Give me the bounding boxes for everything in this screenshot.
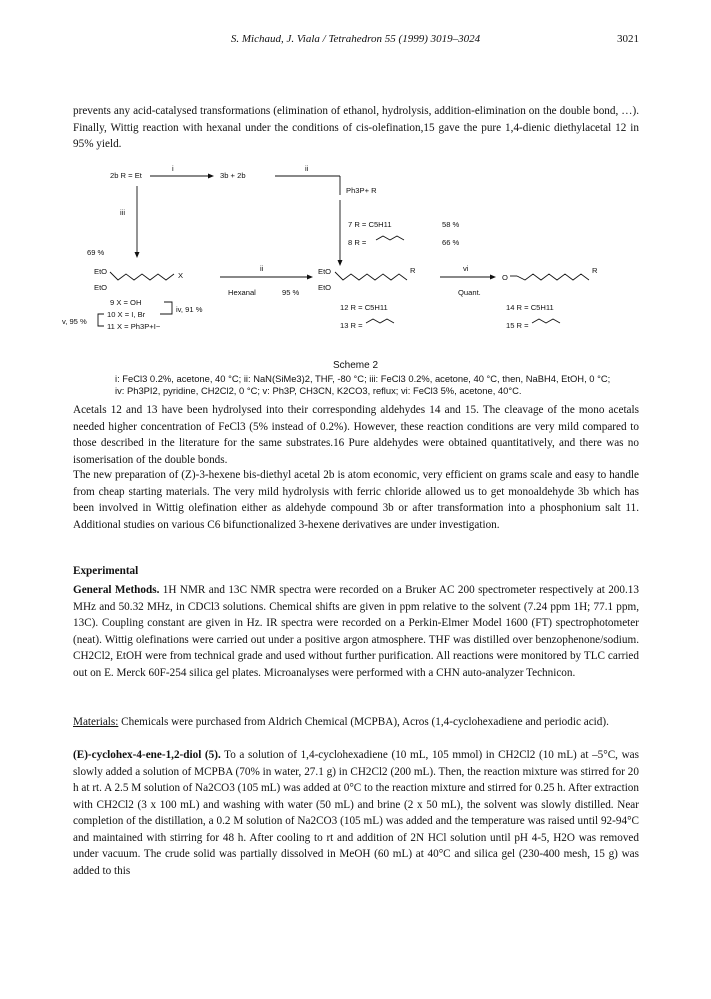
compound-11: 11 X = Ph3P+I− bbox=[107, 322, 161, 331]
experimental-heading: Experimental bbox=[73, 565, 139, 577]
arrow-right-vertical-head bbox=[338, 260, 343, 266]
yield-95: 95 % bbox=[282, 288, 300, 297]
general-methods-paragraph bbox=[73, 582, 639, 681]
row-7-yield: 58 % bbox=[442, 220, 460, 229]
acetal-left-top: EtO bbox=[94, 267, 108, 276]
bracket-v bbox=[98, 314, 104, 326]
diol-procedure-paragraph bbox=[73, 747, 639, 879]
arrow-i-head bbox=[208, 174, 214, 179]
acetal-mid-bottom: EtO bbox=[318, 283, 332, 292]
scheme-intermediate: 3b + 2b bbox=[220, 171, 246, 180]
intro-paragraph: prevents any acid-catalysed transformations (elimination of ethanol, hydrolysis, addition-elimination on the double bond, …). Finally, Wittig reaction with hexanal under the conditions of cis-olefination,15 gave the pure 1,4-dienic diethylacetal 12 in 95% yield. bbox=[73, 105, 639, 150]
compound-13: 13 R = bbox=[340, 321, 363, 330]
quant-label: Quant. bbox=[458, 288, 481, 297]
row-7-label: 7 R = C5H11 bbox=[348, 220, 392, 229]
materials-paragraph bbox=[73, 714, 639, 731]
arrow-vi-head bbox=[490, 275, 496, 280]
left-chain bbox=[110, 272, 174, 280]
scheme-caption-line-2: iv: Ph3PI2, pyridine, CH2Cl2, 0 °C; v: Ph3P, CH3CN, K2CO3, reflux; vi: FeCl3 5%, acetone, 40°C. bbox=[115, 385, 522, 396]
x-label: X bbox=[178, 271, 184, 280]
paragraph-conclusion: The new preparation of (Z)-3-hexene bis-diethyl acetal 2b is atom economic, very efficient on grams scale and easy to handle from cheap starting materials. The very mild hydrolysis with ferric chloride allowed us to get monoaldehyde 3b which has been involved in Wittig olefination either as aldehyde compound 3b or after transformation into a phosphonium salt 11. Additional studies on various C6 bifunctionalized 3-hexene derivatives are under investigation. bbox=[73, 469, 639, 531]
compound-10: 10 X = I, Br bbox=[107, 310, 146, 319]
step-iv-label: iv, 91 % bbox=[176, 305, 203, 314]
hexanal-label: Hexanal bbox=[228, 288, 256, 297]
materials-label: Materials: bbox=[73, 716, 119, 728]
r-label-right: R bbox=[592, 266, 598, 275]
compound-13-chain bbox=[366, 319, 394, 323]
step-iii-label: iii bbox=[120, 208, 126, 217]
scheme-caption bbox=[115, 373, 635, 397]
step-vi-label: vi bbox=[463, 264, 469, 273]
scheme-start-label: 2b R = Et bbox=[110, 171, 142, 180]
general-methods-label: General Methods. bbox=[73, 584, 160, 596]
compound-14: 14 R = C5H11 bbox=[506, 303, 554, 312]
step-i-label: i bbox=[172, 164, 174, 173]
compound-9: 9 X = OH bbox=[110, 298, 142, 307]
general-methods-text: 1H NMR and 13C NMR spectra were recorded on a Bruker AC 200 spectrometer respectively at 200.13 MHz and 50.32 MHz, in CDCl3 solutions. Chemical shifts are given in ppm relative to the solvent (7.24 ppm 1H; 77.1 ppm, 13C). Coupling constant are given in Hz. IR spectra were recorded on a Perkin-Elmer Model 1600 (FT) spectrophotometer (neat). Wittig olefinations were carried out under a positive argon atmosphere. THF was distilled over benzophenone/sodium. CH2Cl2, EtOH were from technical grade and used without further purification. All reactions were monitored by TLC carried out on E. Merck 60F-254 silica gel plates. Microanalyses were performed with a CHN auto-analyzer Technicon. bbox=[73, 584, 639, 679]
arrow-iii-head bbox=[135, 252, 140, 258]
compound-15-chain bbox=[532, 319, 560, 323]
acetal-mid-top: EtO bbox=[318, 267, 332, 276]
bracket-iv bbox=[160, 302, 172, 314]
scheme-caption-line-1: i: FeCl3 0.2%, acetone, 40 °C; ii: NaN(SiMe3)2, THF, -80 °C; iii: FeCl3 0.2%, acetone, 40 °C, then, NaBH4, EtOH, 0 °C; bbox=[115, 373, 611, 384]
running-head: S. Michaud, J. Viala / Tetrahedron 55 (1999) 3019–3024 bbox=[230, 33, 481, 45]
reaction-scheme bbox=[60, 160, 660, 360]
row-8-yield: 66 % bbox=[442, 238, 460, 247]
mid-chain bbox=[335, 272, 407, 280]
paragraph-hydrolysis: Acetals 12 and 13 have been hydrolysed into their corresponding aldehydes 14 and 15. The cleavage of the mono acetals needed higher concentration of FeCl3 (5% instead of 0.2%). However, these reaction conditions are very mild compared to those described in the literature for the same substrates.16 Pure aldehydes were obtained quantitatively, and there was no isomerisation of the double bonds. bbox=[73, 404, 639, 466]
r-label-mid: R bbox=[410, 266, 416, 275]
diol-label: (E)-cyclohex-4-ene-1,2-diol (5). bbox=[73, 749, 221, 761]
page-number: 3021 bbox=[617, 33, 639, 45]
step-ii-mid-label: ii bbox=[260, 264, 264, 273]
row-8-chain bbox=[376, 236, 404, 240]
row-8-label: 8 R = bbox=[348, 238, 367, 247]
aldehyde-o: O bbox=[502, 273, 508, 282]
step-ii-top-label: ii bbox=[305, 164, 309, 173]
scheme-caption-title: Scheme 2 bbox=[332, 360, 379, 371]
yield-69: 69 % bbox=[87, 248, 105, 257]
materials-text: Chemicals were purchased from Aldrich Chemical (MCPBA), Acros (1,4-cyclohexadiene and periodic acid). bbox=[118, 716, 609, 728]
arrow-ii-mid-head bbox=[307, 275, 313, 280]
diol-text: To a solution of 1,4-cyclohexadiene (10 mL, 105 mmol) in CH2Cl2 (10 mL) at –5°C, was slowly added a solution of MCPBA (70% in water, 27.1 g) in CH2Cl2 (200 mL). Then, the reaction mixture was stirred for 20 h at rt. A 2.5 M solution of Na2CO3 (105 mL) was added at 0°C to the reaction mixture and stirred for 0.25 h. After extraction with CH2Cl2 (3 x 100 mL) and washing with water (50 mL) and brine (2 x 50 mL), the solvent was slowly distilled. Near completion of the distillation, a 0.2 M solution of Na2CO3 (105 mL) was added and the temperature was raised until 92-94°C and maintained with stirring for 48 h. After cooling to rt and addition of 2N HCl solution until pH 4-5, H2O was removed under vacuum. The crude solid was partially dissolved in MeOH (60 mL) at 40°C and silica gel (230-400 mesh, 15 g) was added to this bbox=[73, 749, 639, 877]
step-v-label: v, 95 % bbox=[62, 317, 87, 326]
compound-12: 12 R = C5H11 bbox=[340, 303, 388, 312]
compound-15: 15 R = bbox=[506, 321, 529, 330]
acetal-left-bottom: EtO bbox=[94, 283, 108, 292]
right-chain bbox=[517, 274, 589, 280]
phosphonium-label: Ph3P+ R bbox=[346, 186, 377, 195]
